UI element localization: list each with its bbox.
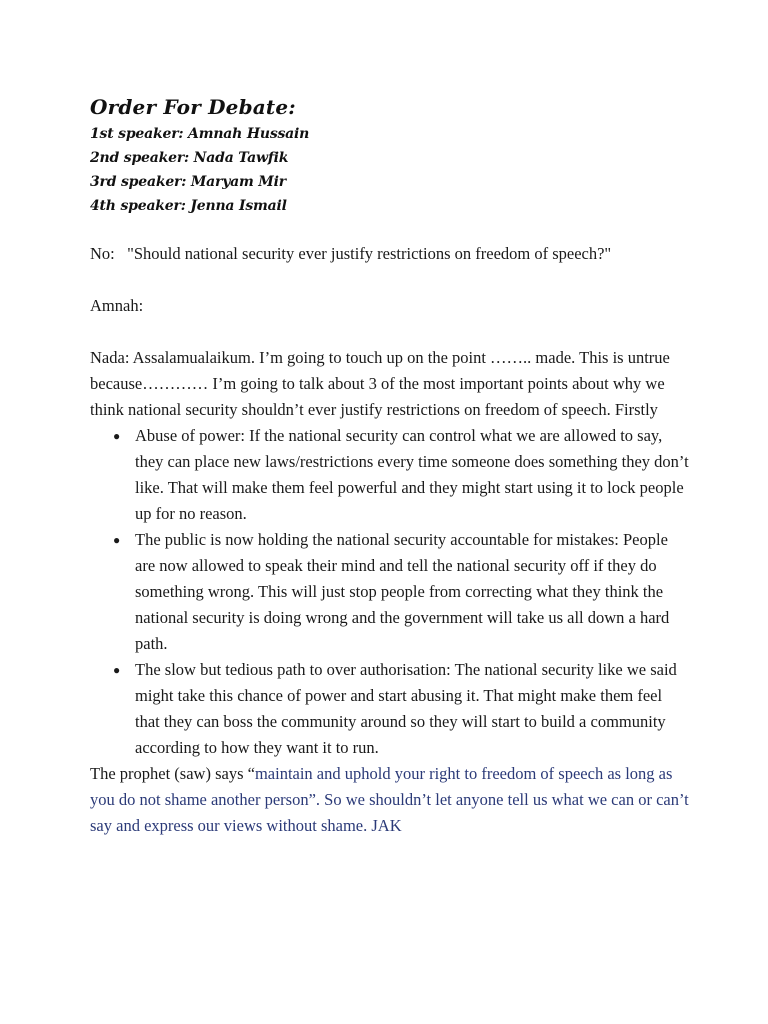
points-list <box>90 423 690 761</box>
speaker-4: 4th speaker: Jenna Ismail <box>90 198 287 214</box>
amnah-line: Amnah: <box>90 296 144 315</box>
bullet-icon: ● <box>113 429 121 443</box>
point-text: The slow but tedious path to over authorisation: The national security like we said might take this chance of power and start abusing it. That might make them feel that they can boss the community around so they will start to build a community according to how they want it to run. <box>135 660 677 757</box>
speaker-1: 1st speaker: Amnah Hussain <box>90 126 310 142</box>
debate-order-header <box>90 92 690 218</box>
bullet-icon: ● <box>113 663 121 677</box>
list-item <box>113 527 690 657</box>
closing-tail: ”. So we shouldn’t let anyone tell us what we can or can’t say and express our views without shame. JAK <box>90 790 689 835</box>
list-item <box>113 423 690 527</box>
prophet-quote: maintain and uphold your right to freedom of speech as long as you do not shame another person <box>90 764 673 809</box>
speaker-3: 3rd speaker: Maryam Mir <box>90 174 286 190</box>
point-text: The public is now holding the national security accountable for mistakes: People are now allowed to speak their mind and tell the national security off if they do something wrong. This will just stop people from correcting what they think the national security is doing wrong and the government will take us all down a hard path. <box>135 530 670 653</box>
speaker-2: 2nd speaker: Nada Tawfik <box>90 150 289 166</box>
bullet-icon: ● <box>113 533 121 547</box>
closing-prefix: The prophet (saw) says “ <box>90 764 255 783</box>
nada-intro: Nada: Assalamualaikum. I’m going to touch up on the point …….. made. This is untrue because………… I’m going to talk about 3 of the most important points about why we think national security shouldn’t ever justify restrictions on freedom of speech. Firstly <box>90 348 670 419</box>
motion-line: No: "Should national security ever justify restrictions on freedom of speech?" <box>90 244 612 263</box>
closing-paragraph <box>90 761 690 839</box>
document-page <box>90 92 690 839</box>
document-title: Order For Debate: <box>90 95 296 119</box>
point-text: Abuse of power: If the national security can control what we are allowed to say, they can place new laws/restrictions every time someone does something they don’t like. That will make them feel powerful and they might start using it to lock people up for no reason. <box>135 426 689 523</box>
list-item <box>113 657 690 761</box>
